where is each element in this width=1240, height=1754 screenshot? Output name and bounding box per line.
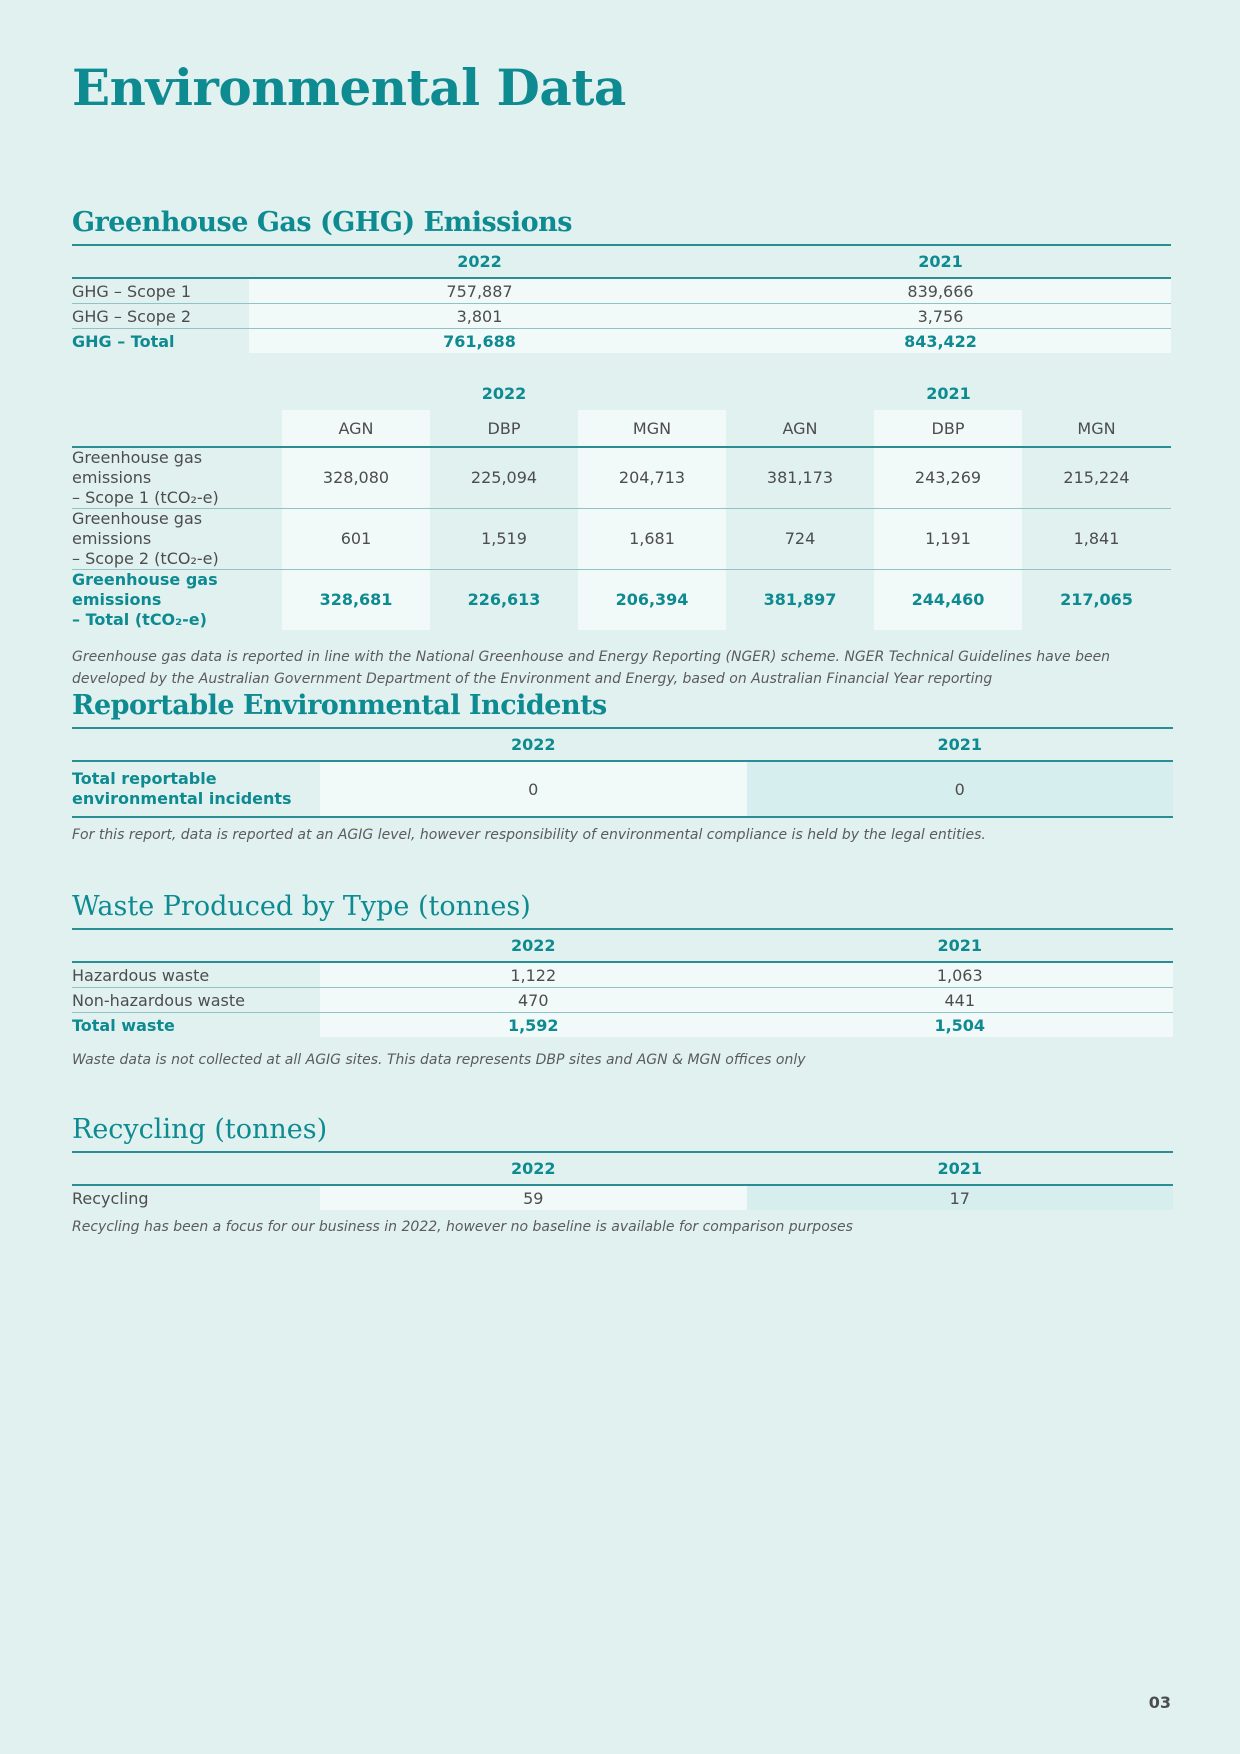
value-cell: 381,173 <box>726 447 874 509</box>
row-label: GHG – Total <box>72 331 175 351</box>
ghg-detail-section <box>72 376 1171 690</box>
header-empty <box>72 1152 320 1185</box>
value-cell: 226,613 <box>467 590 541 609</box>
year-header-2022: 2022 <box>320 1152 747 1185</box>
value-cell: 1,681 <box>578 509 726 570</box>
ghg-section <box>72 203 1171 353</box>
value-2021: 3,756 <box>710 304 1171 329</box>
table-row <box>72 278 1171 304</box>
row-label: Greenhouse gas emissions – Total (tCO₂-e) <box>72 570 218 629</box>
table-row-total <box>72 329 1171 354</box>
incidents-heading: Reportable Environmental Incidents <box>72 690 607 721</box>
row-label: Hazardous waste <box>72 962 320 988</box>
incidents-table <box>72 727 1173 818</box>
value-cell: 244,460 <box>874 570 1022 631</box>
value-cell: 328,681 <box>282 570 430 631</box>
row-label: Greenhouse gas emissions – Scope 2 (tCO₂-e) <box>72 509 282 570</box>
value-cell: 328,080 <box>282 447 430 509</box>
table-row <box>72 761 1173 817</box>
value-2021: 1,504 <box>747 1013 1174 1038</box>
entity-header: DBP <box>874 410 1022 447</box>
entity-header: DBP <box>430 410 578 447</box>
value-2022: 1,122 <box>320 962 747 988</box>
incidents-note: For this report, data is reported at an AGIG level, however responsibility of environmental compliance is held by the legal entities. <box>72 827 986 843</box>
year-header-2021: 2021 <box>710 245 1171 278</box>
value-cell: 1,841 <box>1022 509 1171 570</box>
recycling-section <box>72 1110 1173 1238</box>
year-header-2022: 2022 <box>249 245 710 278</box>
waste-heading: Waste Produced by Type (tonnes) <box>72 891 531 922</box>
value-2021: 17 <box>747 1185 1174 1210</box>
value-cell: 206,394 <box>578 570 726 631</box>
year-header-2022: 2022 <box>320 929 747 962</box>
value-2021: 0 <box>747 761 1174 817</box>
ghg-note: Greenhouse gas data is reported in line with the National Greenhouse and Energy Reporting (NGER) scheme. NGER Technical Guidelines have been developed by the Australian Government Department of the Environment and Energy, based on Australian Financial Year reporting <box>72 649 1111 687</box>
year-header-2022: 2022 <box>320 728 747 761</box>
value-2022: 3,801 <box>249 304 710 329</box>
waste-table <box>72 928 1173 1037</box>
page-number: 03 <box>1148 1693 1171 1712</box>
table-row <box>72 1185 1173 1210</box>
value-2022: 1,592 <box>320 1013 747 1038</box>
value-cell: 215,224 <box>1022 447 1171 509</box>
row-label: Non-hazardous waste <box>72 988 320 1013</box>
row-label: GHG – Scope 2 <box>72 304 249 329</box>
table-row <box>72 509 1171 570</box>
header-empty <box>72 929 320 962</box>
row-label: Greenhouse gas emissions – Scope 1 (tCO₂-e) <box>72 447 282 509</box>
value-2022: 761,688 <box>249 329 710 354</box>
row-label: Total waste <box>72 1015 175 1035</box>
year-header-2021: 2021 <box>747 1152 1174 1185</box>
value-2021: 839,666 <box>710 278 1171 304</box>
row-label: GHG – Scope 1 <box>72 278 249 304</box>
value-cell: 225,094 <box>430 447 578 509</box>
year-header-2021: 2021 <box>747 728 1174 761</box>
ghg-summary-table <box>72 244 1171 353</box>
value-2022: 59 <box>320 1185 747 1210</box>
recycling-table <box>72 1151 1173 1210</box>
header-empty <box>72 376 282 410</box>
value-2022: 757,887 <box>249 278 710 304</box>
recycling-note: Recycling has been a focus for our business in 2022, however no baseline is available for comparison purposes <box>72 1219 853 1235</box>
incidents-section <box>72 686 1173 846</box>
table-row-total <box>72 570 1171 631</box>
entity-header: MGN <box>1022 410 1171 447</box>
entity-header: AGN <box>282 410 430 447</box>
table-row <box>72 988 1173 1013</box>
value-cell: 601 <box>282 509 430 570</box>
value-2021: 441 <box>747 988 1174 1013</box>
waste-note: Waste data is not collected at all AGIG sites. This data represents DBP sites and AGN & MGN offices only <box>72 1052 806 1068</box>
recycling-heading: Recycling (tonnes) <box>72 1114 328 1145</box>
row-label: Total reportable environmental incidents <box>72 769 292 808</box>
ghg-detail-table <box>72 376 1171 630</box>
value-2021: 843,422 <box>710 329 1171 354</box>
year-header-2021: 2021 <box>747 929 1174 962</box>
header-empty <box>72 728 320 761</box>
page-title: Environmental Data <box>72 58 626 117</box>
year-header-2021: 2021 <box>926 383 971 403</box>
table-row <box>72 304 1171 329</box>
header-empty <box>72 245 249 278</box>
value-cell: 381,897 <box>763 590 837 609</box>
row-label: Recycling <box>72 1188 149 1208</box>
value-2022: 470 <box>320 988 747 1013</box>
table-row-total <box>72 1013 1173 1038</box>
table-row <box>72 447 1171 509</box>
value-cell: 1,519 <box>430 509 578 570</box>
header-empty <box>72 410 282 447</box>
year-header-2022: 2022 <box>481 383 527 403</box>
entity-header: AGN <box>726 410 874 447</box>
value-cell: 1,191 <box>874 509 1022 570</box>
ghg-heading: Greenhouse Gas (GHG) Emissions <box>72 207 572 238</box>
entity-header: MGN <box>578 410 726 447</box>
value-2021: 1,063 <box>747 962 1174 988</box>
value-cell: 243,269 <box>874 447 1022 509</box>
value-cell: 204,713 <box>578 447 726 509</box>
value-cell: 217,065 <box>1060 590 1133 609</box>
table-row <box>72 962 1173 988</box>
value-cell: 724 <box>726 509 874 570</box>
waste-section <box>72 887 1173 1071</box>
value-2022: 0 <box>320 761 747 817</box>
